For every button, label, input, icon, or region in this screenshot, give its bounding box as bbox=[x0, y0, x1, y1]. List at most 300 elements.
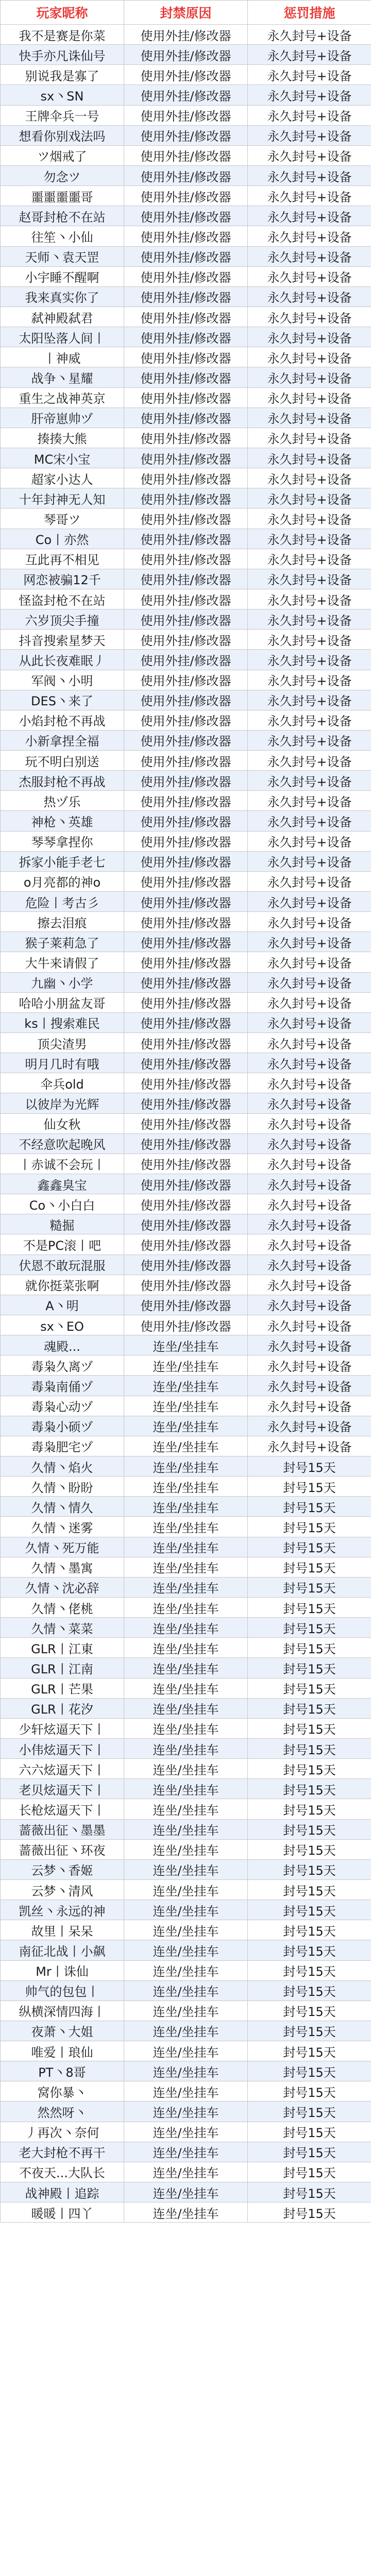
ban-reason-cell: 使用外挂/修改器 bbox=[124, 1194, 248, 1214]
player-name-cell: 久情丶情久 bbox=[1, 1497, 124, 1517]
player-name-cell: 杰服封枪不再战 bbox=[1, 771, 124, 791]
table-row bbox=[1, 1456, 371, 1476]
table-row bbox=[1, 1275, 371, 1295]
ban-reason-cell: 使用外挂/修改器 bbox=[124, 25, 248, 45]
table-row bbox=[1, 1396, 371, 1416]
player-name-cell: 往笙丶小仙 bbox=[1, 226, 124, 246]
table-row bbox=[1, 1779, 371, 1799]
table-row bbox=[1, 1012, 371, 1032]
header-player-name: 玩家昵称 bbox=[1, 1, 124, 25]
ban-reason-cell: 使用外挂/修改器 bbox=[124, 529, 248, 549]
penalty-cell: 永久封号+设备 bbox=[248, 45, 371, 65]
ban-reason-cell: 连坐/坐挂车 bbox=[124, 1618, 248, 1638]
player-name-cell: 久情丶盼盼 bbox=[1, 1477, 124, 1497]
table-row bbox=[1, 509, 371, 529]
player-name-cell: 久情丶迷雾 bbox=[1, 1517, 124, 1537]
penalty-cell: 封号15天 bbox=[248, 1738, 371, 1758]
ban-reason-cell: 使用外挂/修改器 bbox=[124, 105, 248, 125]
table-row bbox=[1, 327, 371, 347]
penalty-cell: 封号15天 bbox=[248, 2001, 371, 2021]
header-row bbox=[1, 1, 371, 25]
penalty-cell: 永久封号+设备 bbox=[248, 1275, 371, 1295]
penalty-cell: 永久封号+设备 bbox=[248, 992, 371, 1012]
ban-reason-cell: 连坐/坐挂车 bbox=[124, 1678, 248, 1698]
penalty-cell: 永久封号+设备 bbox=[248, 730, 371, 750]
table-row bbox=[1, 851, 371, 871]
penalty-cell: 永久封号+设备 bbox=[248, 851, 371, 871]
player-name-cell: ツ烟戒了 bbox=[1, 145, 124, 165]
table-row bbox=[1, 1920, 371, 1940]
player-name-cell: 不是PC滚丨吧 bbox=[1, 1234, 124, 1255]
table-row bbox=[1, 428, 371, 448]
ban-reason-cell: 使用外挂/修改器 bbox=[124, 408, 248, 428]
table-row bbox=[1, 1537, 371, 1557]
player-name-cell: 太阳坠落人间丨 bbox=[1, 327, 124, 347]
player-name-cell: 琴琴拿捏你 bbox=[1, 831, 124, 851]
ban-reason-cell: 使用外挂/修改器 bbox=[124, 468, 248, 488]
player-name-cell: 我来真实你了 bbox=[1, 286, 124, 307]
table-row bbox=[1, 2061, 371, 2081]
player-name-cell: 南征北战丨小飙 bbox=[1, 1940, 124, 1960]
penalty-cell: 永久封号+设备 bbox=[248, 246, 371, 266]
player-name-cell: GLR丨江東 bbox=[1, 1638, 124, 1658]
ban-reason-cell: 连坐/坐挂车 bbox=[124, 1497, 248, 1517]
penalty-cell: 永久封号+设备 bbox=[248, 932, 371, 952]
ban-reason-cell: 连坐/坐挂车 bbox=[124, 1396, 248, 1416]
ban-reason-cell: 使用外挂/修改器 bbox=[124, 266, 248, 286]
table-row bbox=[1, 690, 371, 710]
penalty-cell: 封号15天 bbox=[248, 1980, 371, 2001]
table-row bbox=[1, 569, 371, 589]
player-name-cell: 肝帝崽帅ヅ bbox=[1, 408, 124, 428]
table-row bbox=[1, 1799, 371, 1819]
ban-reason-cell: 连坐/坐挂车 bbox=[124, 1456, 248, 1476]
ban-reason-cell: 连坐/坐挂车 bbox=[124, 2102, 248, 2122]
ban-reason-cell: 连坐/坐挂车 bbox=[124, 2081, 248, 2102]
table-row bbox=[1, 186, 371, 206]
player-name-cell: A丶明 bbox=[1, 1295, 124, 1315]
player-name-cell: 猴子莱莉急了 bbox=[1, 932, 124, 952]
ban-reason-cell: 连坐/坐挂车 bbox=[124, 1819, 248, 1839]
table-row bbox=[1, 630, 371, 650]
player-name-cell: 互此再不相见 bbox=[1, 549, 124, 569]
table-body bbox=[1, 25, 371, 2223]
player-name-cell: 以彼岸为光辉 bbox=[1, 1093, 124, 1113]
ban-reason-cell: 连坐/坐挂车 bbox=[124, 1738, 248, 1758]
penalty-cell: 封号15天 bbox=[248, 2081, 371, 2102]
player-name-cell: 窝你暴丶 bbox=[1, 2081, 124, 2102]
table-row bbox=[1, 1033, 371, 1053]
ban-reason-cell: 连坐/坐挂车 bbox=[124, 1698, 248, 1718]
penalty-cell: 永久封号+设备 bbox=[248, 367, 371, 387]
penalty-cell: 永久封号+设备 bbox=[248, 85, 371, 105]
player-name-cell: ks丨搜索难民 bbox=[1, 1012, 124, 1032]
player-name-cell: 毒枭久离ヅ bbox=[1, 1355, 124, 1376]
ban-reason-cell: 使用外挂/修改器 bbox=[124, 751, 248, 771]
penalty-cell: 永久封号+设备 bbox=[248, 1154, 371, 1174]
player-name-cell: 战神殿丨追踪 bbox=[1, 2182, 124, 2202]
penalty-cell: 永久封号+设备 bbox=[248, 1033, 371, 1053]
table-row bbox=[1, 1678, 371, 1698]
player-name-cell: 想看你别戏法吗 bbox=[1, 125, 124, 145]
penalty-cell: 封号15天 bbox=[248, 2061, 371, 2081]
table-row bbox=[1, 1658, 371, 1678]
player-name-cell: 丨赤诚不会玩丨 bbox=[1, 1154, 124, 1174]
penalty-cell: 封号15天 bbox=[248, 1638, 371, 1658]
header-ban-reason: 封禁原因 bbox=[124, 1, 248, 25]
penalty-cell: 封号15天 bbox=[248, 2122, 371, 2142]
penalty-cell: 永久封号+设备 bbox=[248, 145, 371, 165]
penalty-cell: 永久封号+设备 bbox=[248, 569, 371, 589]
player-name-cell: 云梦丶香姬 bbox=[1, 1859, 124, 1879]
penalty-cell: 永久封号+设备 bbox=[248, 1315, 371, 1335]
table-row bbox=[1, 1436, 371, 1456]
table-row bbox=[1, 831, 371, 851]
table-row bbox=[1, 992, 371, 1012]
table-row bbox=[1, 45, 371, 65]
ban-reason-cell: 使用外挂/修改器 bbox=[124, 831, 248, 851]
table-row bbox=[1, 1376, 371, 1396]
player-name-cell: Co丨亦然 bbox=[1, 529, 124, 549]
ban-reason-cell: 连坐/坐挂车 bbox=[124, 2041, 248, 2061]
player-name-cell: 明月几时有哦 bbox=[1, 1053, 124, 1073]
player-name-cell: 伏恩不敢玩混服 bbox=[1, 1255, 124, 1275]
penalty-cell: 封号15天 bbox=[248, 1819, 371, 1839]
ban-reason-cell: 使用外挂/修改器 bbox=[124, 992, 248, 1012]
player-name-cell: 顶尖渣男 bbox=[1, 1033, 124, 1053]
table-row bbox=[1, 730, 371, 750]
player-name-cell: 小新拿捏全福 bbox=[1, 730, 124, 750]
ban-reason-cell: 连坐/坐挂车 bbox=[124, 1376, 248, 1396]
player-name-cell: DES丶来了 bbox=[1, 690, 124, 710]
penalty-cell: 永久封号+设备 bbox=[248, 1234, 371, 1255]
table-row bbox=[1, 1355, 371, 1376]
player-name-cell: 十年封神无人知 bbox=[1, 488, 124, 509]
player-name-cell: 别说我是寡了 bbox=[1, 65, 124, 85]
penalty-cell: 永久封号+设备 bbox=[248, 327, 371, 347]
player-name-cell: 弑神殿弑君 bbox=[1, 307, 124, 327]
table-row bbox=[1, 165, 371, 185]
penalty-cell: 永久封号+设备 bbox=[248, 1335, 371, 1355]
penalty-cell: 封号15天 bbox=[248, 2142, 371, 2162]
penalty-cell: 封号15天 bbox=[248, 2102, 371, 2122]
player-name-cell: 军阀丶小明 bbox=[1, 670, 124, 690]
table-row bbox=[1, 1698, 371, 1718]
penalty-cell: 封号15天 bbox=[248, 1859, 371, 1879]
player-name-cell: 毒枭肥宅ヅ bbox=[1, 1436, 124, 1456]
table-row bbox=[1, 1154, 371, 1174]
ban-reason-cell: 连坐/坐挂车 bbox=[124, 1940, 248, 1960]
ban-reason-cell: 连坐/坐挂车 bbox=[124, 2061, 248, 2081]
ban-reason-cell: 使用外挂/修改器 bbox=[124, 85, 248, 105]
table-row bbox=[1, 2142, 371, 2162]
player-name-cell: sx丶EO bbox=[1, 1315, 124, 1335]
penalty-cell: 永久封号+设备 bbox=[248, 206, 371, 226]
ban-reason-cell: 连坐/坐挂车 bbox=[124, 2202, 248, 2223]
player-name-cell: 危险丨考古彡 bbox=[1, 892, 124, 912]
player-name-cell: o月亮都的神o bbox=[1, 871, 124, 891]
table-row bbox=[1, 408, 371, 428]
table-row bbox=[1, 2021, 371, 2041]
ban-reason-cell: 使用外挂/修改器 bbox=[124, 1073, 248, 1093]
table-row bbox=[1, 1960, 371, 1980]
table-row bbox=[1, 912, 371, 932]
player-name-cell: 神枪丶英雄 bbox=[1, 811, 124, 831]
player-name-cell: 云梦丶清风 bbox=[1, 1879, 124, 1900]
ban-reason-cell: 使用外挂/修改器 bbox=[124, 630, 248, 650]
penalty-cell: 永久封号+设备 bbox=[248, 912, 371, 932]
player-name-cell: 琴哥ツ bbox=[1, 509, 124, 529]
player-name-cell: GLR丨花汐 bbox=[1, 1698, 124, 1718]
header-penalty: 惩罚措施 bbox=[248, 1, 371, 25]
player-name-cell: 久情丶佬桃 bbox=[1, 1597, 124, 1617]
table-row bbox=[1, 1940, 371, 1960]
ban-reason-cell: 使用外挂/修改器 bbox=[124, 972, 248, 992]
player-name-cell: 老大封枪不再干 bbox=[1, 2142, 124, 2162]
player-name-cell: GLR丨芒果 bbox=[1, 1678, 124, 1698]
table-row bbox=[1, 670, 371, 690]
player-name-cell: 不经意吹起晚风 bbox=[1, 1133, 124, 1154]
penalty-cell: 永久封号+设备 bbox=[248, 1194, 371, 1214]
penalty-cell: 永久封号+设备 bbox=[248, 1053, 371, 1073]
ban-reason-cell: 使用外挂/修改器 bbox=[124, 448, 248, 468]
penalty-cell: 永久封号+设备 bbox=[248, 529, 371, 549]
ban-reason-cell: 连坐/坐挂车 bbox=[124, 2122, 248, 2142]
ban-reason-cell: 使用外挂/修改器 bbox=[124, 1053, 248, 1073]
table-row bbox=[1, 2162, 371, 2182]
player-name-cell: 从此长夜难眠丿 bbox=[1, 650, 124, 670]
ban-reason-cell: 连坐/坐挂车 bbox=[124, 1436, 248, 1456]
table-row bbox=[1, 1416, 371, 1436]
table-row bbox=[1, 1093, 371, 1113]
table-row bbox=[1, 206, 371, 226]
ban-reason-cell: 使用外挂/修改器 bbox=[124, 710, 248, 730]
ban-reason-cell: 使用外挂/修改器 bbox=[124, 690, 248, 710]
ban-reason-cell: 使用外挂/修改器 bbox=[124, 932, 248, 952]
player-name-cell: 九幽丶小学 bbox=[1, 972, 124, 992]
penalty-cell: 永久封号+设备 bbox=[248, 811, 371, 831]
table-row bbox=[1, 367, 371, 387]
table-row bbox=[1, 751, 371, 771]
table-row bbox=[1, 226, 371, 246]
penalty-cell: 封号15天 bbox=[248, 1517, 371, 1537]
player-name-cell: 热ヅ乐 bbox=[1, 791, 124, 811]
ban-reason-cell: 使用外挂/修改器 bbox=[124, 347, 248, 367]
table-row bbox=[1, 932, 371, 952]
player-name-cell: 我不是赛是你菜 bbox=[1, 25, 124, 45]
table-row bbox=[1, 811, 371, 831]
player-name-cell: 鑫鑫臭宝 bbox=[1, 1174, 124, 1194]
player-name-cell: 玩不明白别送 bbox=[1, 751, 124, 771]
table-row bbox=[1, 1255, 371, 1275]
player-name-cell: 揍揍大熊 bbox=[1, 428, 124, 448]
player-name-cell: 就你挺菜张啊 bbox=[1, 1275, 124, 1295]
penalty-cell: 永久封号+设备 bbox=[248, 387, 371, 408]
ban-reason-cell: 使用外挂/修改器 bbox=[124, 206, 248, 226]
penalty-cell: 永久封号+设备 bbox=[248, 1416, 371, 1436]
ban-reason-cell: 使用外挂/修改器 bbox=[124, 286, 248, 307]
penalty-cell: 永久封号+设备 bbox=[248, 1355, 371, 1376]
player-name-cell: 小宇睡不醒啊 bbox=[1, 266, 124, 286]
penalty-cell: 封号15天 bbox=[248, 1557, 371, 1577]
player-name-cell: 王牌伞兵一号 bbox=[1, 105, 124, 125]
penalty-cell: 封号15天 bbox=[248, 2021, 371, 2041]
table-row bbox=[1, 1517, 371, 1537]
player-name-cell: 夜萧丶大姐 bbox=[1, 2021, 124, 2041]
player-name-cell: 毒枭南俑ヅ bbox=[1, 1376, 124, 1396]
player-name-cell: 帅气的包包丨 bbox=[1, 1980, 124, 2001]
table-row bbox=[1, 972, 371, 992]
player-name-cell: 擦去泪痕 bbox=[1, 912, 124, 932]
penalty-cell: 永久封号+设备 bbox=[248, 25, 371, 45]
ban-reason-cell: 使用外挂/修改器 bbox=[124, 851, 248, 871]
ban-reason-cell: 连坐/坐挂车 bbox=[124, 1517, 248, 1537]
table-row bbox=[1, 2122, 371, 2142]
player-name-cell: 久情丶沈必辞 bbox=[1, 1577, 124, 1597]
penalty-cell: 永久封号+设备 bbox=[248, 186, 371, 206]
ban-reason-cell: 使用外挂/修改器 bbox=[124, 1174, 248, 1194]
ban-reason-cell: 使用外挂/修改器 bbox=[124, 1012, 248, 1032]
table-row bbox=[1, 2182, 371, 2202]
penalty-cell: 永久封号+设备 bbox=[248, 509, 371, 529]
table-row bbox=[1, 1113, 371, 1133]
player-name-cell: 久情丶焰火 bbox=[1, 1456, 124, 1476]
player-name-cell: 唯爱丨琅仙 bbox=[1, 2041, 124, 2061]
table-row bbox=[1, 2041, 371, 2061]
player-name-cell: 怪盗封枪不在站 bbox=[1, 589, 124, 609]
player-name-cell: 老贝炫逼天下丨 bbox=[1, 1779, 124, 1799]
penalty-cell: 永久封号+设备 bbox=[248, 609, 371, 630]
penalty-cell: 永久封号+设备 bbox=[248, 549, 371, 569]
penalty-cell: 永久封号+设备 bbox=[248, 226, 371, 246]
player-name-cell: 少轩炫逼天下丨 bbox=[1, 1718, 124, 1738]
ban-reason-cell: 使用外挂/修改器 bbox=[124, 1154, 248, 1174]
ban-reason-cell: 连坐/坐挂车 bbox=[124, 1900, 248, 1920]
player-name-cell: 勿念ツ bbox=[1, 165, 124, 185]
table-row bbox=[1, 125, 371, 145]
table-row bbox=[1, 85, 371, 105]
penalty-cell: 封号15天 bbox=[248, 2041, 371, 2061]
penalty-cell: 封号15天 bbox=[248, 1799, 371, 1819]
penalty-cell: 永久封号+设备 bbox=[248, 347, 371, 367]
penalty-cell: 封号15天 bbox=[248, 1577, 371, 1597]
table-row bbox=[1, 1618, 371, 1638]
table-row bbox=[1, 529, 371, 549]
penalty-cell: 封号15天 bbox=[248, 1456, 371, 1476]
ban-reason-cell: 连坐/坐挂车 bbox=[124, 1799, 248, 1819]
ban-reason-cell: 连坐/坐挂车 bbox=[124, 2142, 248, 2162]
table-row bbox=[1, 1335, 371, 1355]
table-row bbox=[1, 1577, 371, 1597]
table-row bbox=[1, 1234, 371, 1255]
ban-reason-cell: 使用外挂/修改器 bbox=[124, 1113, 248, 1133]
table-row bbox=[1, 1738, 371, 1758]
penalty-cell: 永久封号+设备 bbox=[248, 448, 371, 468]
ban-reason-cell: 使用外挂/修改器 bbox=[124, 165, 248, 185]
penalty-cell: 永久封号+设备 bbox=[248, 165, 371, 185]
ban-reason-cell: 使用外挂/修改器 bbox=[124, 45, 248, 65]
ban-reason-cell: 使用外挂/修改器 bbox=[124, 1033, 248, 1053]
ban-reason-cell: 使用外挂/修改器 bbox=[124, 327, 248, 347]
ban-reason-cell: 使用外挂/修改器 bbox=[124, 226, 248, 246]
ban-reason-cell: 使用外挂/修改器 bbox=[124, 387, 248, 408]
penalty-cell: 封号15天 bbox=[248, 1839, 371, 1859]
penalty-cell: 永久封号+设备 bbox=[248, 831, 371, 851]
ban-reason-cell: 连坐/坐挂车 bbox=[124, 1879, 248, 1900]
player-name-cell: 蔷薇出征丶墨墨 bbox=[1, 1819, 124, 1839]
ban-reason-cell: 使用外挂/修改器 bbox=[124, 1234, 248, 1255]
ban-reason-cell: 连坐/坐挂车 bbox=[124, 2162, 248, 2182]
player-name-cell: 魂殿... bbox=[1, 1335, 124, 1355]
ban-reason-cell: 连坐/坐挂车 bbox=[124, 1477, 248, 1497]
ban-reason-cell: 使用外挂/修改器 bbox=[124, 771, 248, 791]
penalty-cell: 永久封号+设备 bbox=[248, 105, 371, 125]
ban-reason-cell: 连坐/坐挂车 bbox=[124, 1557, 248, 1577]
penalty-cell: 永久封号+设备 bbox=[248, 488, 371, 509]
penalty-cell: 封号15天 bbox=[248, 2182, 371, 2202]
player-name-cell: Co丶小白白 bbox=[1, 1194, 124, 1214]
player-name-cell: 小焰封枪不再战 bbox=[1, 710, 124, 730]
table-row bbox=[1, 1900, 371, 1920]
player-name-cell: sx丶SN bbox=[1, 85, 124, 105]
ban-reason-cell: 使用外挂/修改器 bbox=[124, 549, 248, 569]
penalty-cell: 永久封号+设备 bbox=[248, 1396, 371, 1416]
penalty-cell: 永久封号+设备 bbox=[248, 1436, 371, 1456]
ban-reason-cell: 使用外挂/修改器 bbox=[124, 125, 248, 145]
penalty-cell: 永久封号+设备 bbox=[248, 871, 371, 891]
penalty-cell: 永久封号+设备 bbox=[248, 650, 371, 670]
ban-reason-cell: 连坐/坐挂车 bbox=[124, 1779, 248, 1799]
table-row bbox=[1, 2102, 371, 2122]
ban-reason-cell: 使用外挂/修改器 bbox=[124, 1295, 248, 1315]
ban-reason-cell: 使用外挂/修改器 bbox=[124, 307, 248, 327]
ban-reason-cell: 使用外挂/修改器 bbox=[124, 670, 248, 690]
player-name-cell: 故里丨呆呆 bbox=[1, 1920, 124, 1940]
penalty-cell: 封号15天 bbox=[248, 1879, 371, 1900]
player-name-cell: 重生之战神英京 bbox=[1, 387, 124, 408]
ban-reason-cell: 使用外挂/修改器 bbox=[124, 488, 248, 509]
penalty-cell: 永久封号+设备 bbox=[248, 1376, 371, 1396]
player-name-cell: 凯丝丶永远的神 bbox=[1, 1900, 124, 1920]
table-row bbox=[1, 347, 371, 367]
ban-reason-cell: 使用外挂/修改器 bbox=[124, 892, 248, 912]
ban-reason-cell: 使用外挂/修改器 bbox=[124, 428, 248, 448]
player-name-cell: 噩噩噩噩哥 bbox=[1, 186, 124, 206]
table-row bbox=[1, 105, 371, 125]
player-name-cell: 糙掘 bbox=[1, 1214, 124, 1234]
player-name-cell: GLR丨江南 bbox=[1, 1658, 124, 1678]
player-name-cell: 拆家小能手老七 bbox=[1, 851, 124, 871]
penalty-cell: 永久封号+设备 bbox=[248, 589, 371, 609]
ban-reason-cell: 连坐/坐挂车 bbox=[124, 1980, 248, 2001]
player-name-cell: 哈哈小朋盆友哥 bbox=[1, 992, 124, 1012]
table-row bbox=[1, 145, 371, 165]
ban-reason-cell: 使用外挂/修改器 bbox=[124, 367, 248, 387]
ban-reason-cell: 使用外挂/修改器 bbox=[124, 871, 248, 891]
player-name-cell: 天师丶袁天罡 bbox=[1, 246, 124, 266]
ban-reason-cell: 连坐/坐挂车 bbox=[124, 1960, 248, 1980]
table-row bbox=[1, 791, 371, 811]
ban-reason-cell: 使用外挂/修改器 bbox=[124, 1133, 248, 1154]
table-row bbox=[1, 266, 371, 286]
penalty-cell: 永久封号+设备 bbox=[248, 630, 371, 650]
table-row bbox=[1, 1315, 371, 1335]
table-row bbox=[1, 1859, 371, 1879]
table-row bbox=[1, 609, 371, 630]
table-row bbox=[1, 1477, 371, 1497]
ban-reason-cell: 连坐/坐挂车 bbox=[124, 1859, 248, 1879]
penalty-cell: 永久封号+设备 bbox=[248, 1012, 371, 1032]
